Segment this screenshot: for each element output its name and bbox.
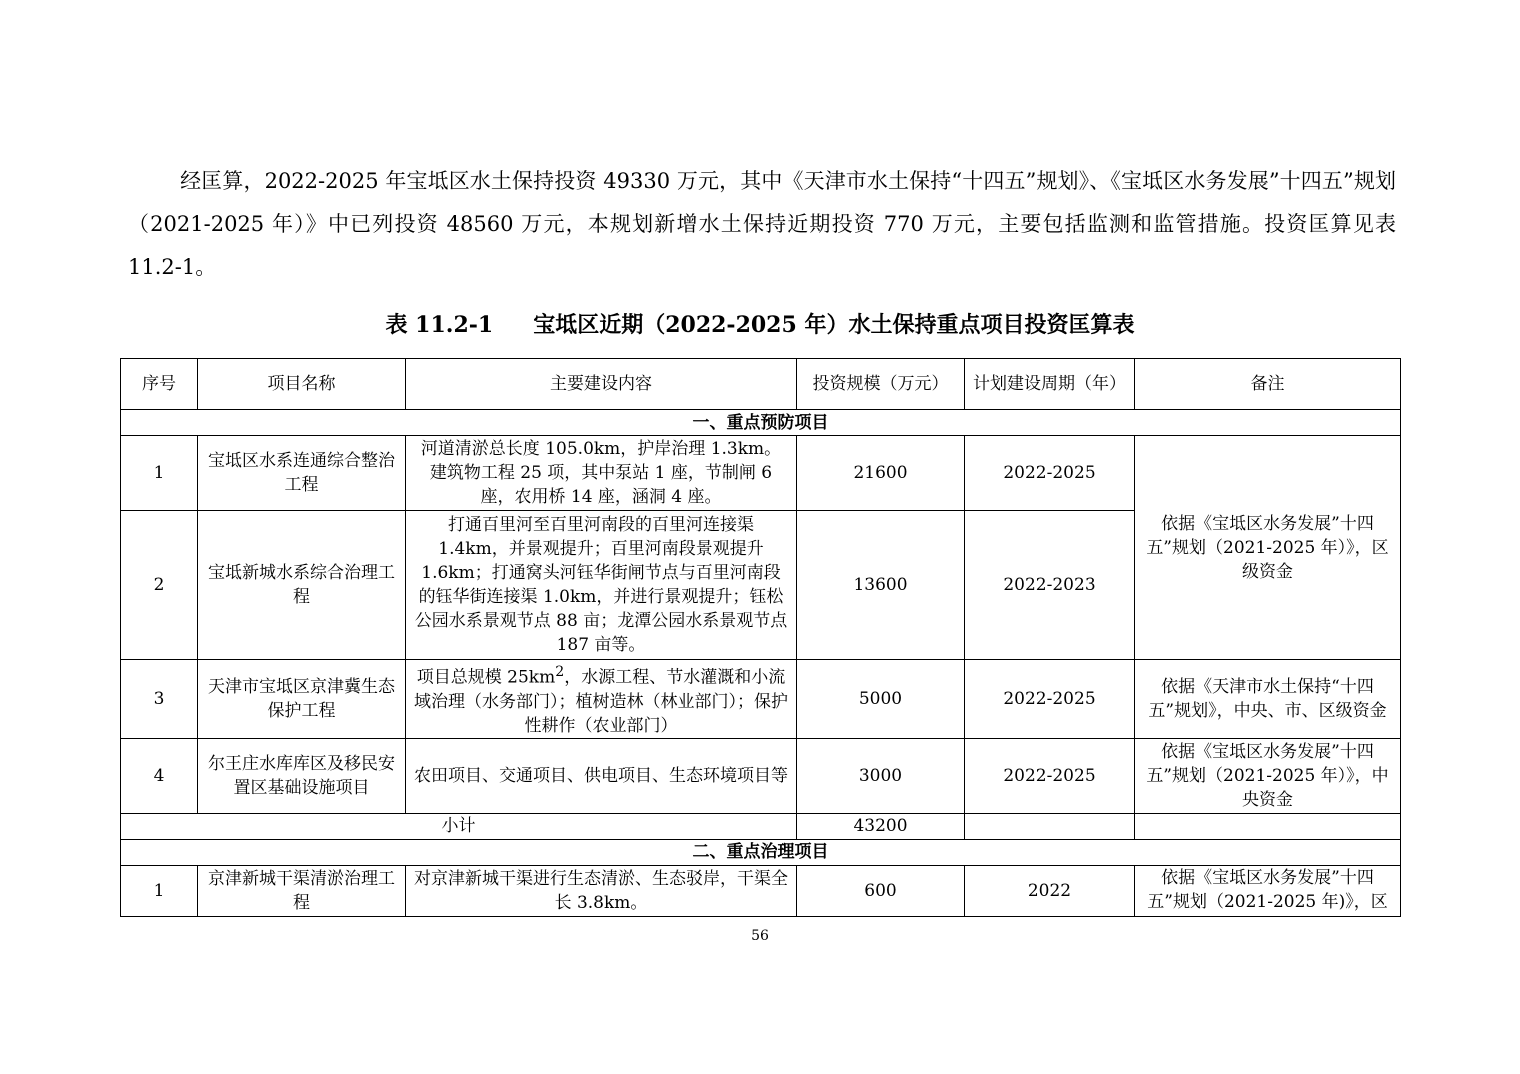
cell-content: 农田项目、交通项目、供电项目、生态环境项目等 xyxy=(406,738,797,813)
table-row xyxy=(121,436,1401,511)
cell-content-post: ，水源工程、节水灌溉和小流域治理（水务部门）；植树造林（林业部门）；保护性耕作（农业部门） xyxy=(414,667,788,736)
section-row xyxy=(121,410,1401,436)
table-number: 表 11.2-1 xyxy=(385,312,494,338)
page-number: 56 xyxy=(751,928,769,944)
header-scale: 投资规模（万元） xyxy=(797,359,965,410)
cell-note-merged: 依据《宝坻区水务发展”十四五”规划（2021-2025 年）》，区级资金 xyxy=(1135,436,1401,660)
cell-period: 2022-2025 xyxy=(965,738,1135,813)
section-row xyxy=(121,839,1401,865)
cell-note: 依据《宝坻区水务发展”十四五”规划（2021-2025 年）》，中央资金 xyxy=(1135,738,1401,813)
cell-note: 依据《天津市水土保持“十四五”规划》，中央、市、区级资金 xyxy=(1135,660,1401,739)
header-content: 主要建设内容 xyxy=(406,359,797,410)
cell-content xyxy=(406,660,797,739)
cell-content: 对京津新城干渠进行生态清淤、生态驳岸，干渠全长 3.8km。 xyxy=(406,865,797,916)
section-title-2: 二、重点治理项目 xyxy=(121,839,1401,865)
cell-seq: 1 xyxy=(121,436,198,511)
cell-name: 宝坻新城水系综合治理工程 xyxy=(198,511,406,660)
cell-name: 京津新城干渠清淤治理工程 xyxy=(198,865,406,916)
intro-text: 经匡算，2022-2025 年宝坻区水土保持投资 49330 万元，其中《天津市水土保持“十四五”规划》、《宝坻区水务发展”十四五”规划（2021-2025 年）》中已列投资 48560 万元，本规划新增水土保持近期投资 770 万元，主要包括监测和监管措施。投资匡算见表 11.2-1。 xyxy=(128,169,1396,279)
cell-scale: 600 xyxy=(797,865,965,916)
table-header-row xyxy=(121,359,1401,410)
cell-content-sup: 2 xyxy=(555,664,565,680)
cell-seq: 4 xyxy=(121,738,198,813)
cell-content: 打通百里河至百里河南段的百里河连接渠 1.4km，并景观提升；百里河南段景观提升 1.6km；打通窝头河钰华街闸节点与百里河南段的钰华街连接渠 1.0km，并进行景观提升；钰松公园水系景观节点 88 亩；龙潭公园水系景观节点 187 亩等。 xyxy=(406,511,797,660)
header-seq: 序号 xyxy=(121,359,198,410)
cell-scale: 13600 xyxy=(797,511,965,660)
cell-period: 2022-2025 xyxy=(965,436,1135,511)
subtotal-empty-note xyxy=(1135,813,1401,839)
cell-content-pre: 项目总规模 25km xyxy=(416,667,556,688)
cell-name: 天津市宝坻区京津冀生态保护工程 xyxy=(198,660,406,739)
cell-note: 依据《宝坻区水务发展”十四五”规划（2021-2025 年)》，区 xyxy=(1135,865,1401,916)
investment-table xyxy=(120,358,1401,917)
table-row xyxy=(121,865,1401,916)
subtotal-empty-period xyxy=(965,813,1135,839)
cell-seq: 3 xyxy=(121,660,198,739)
cell-content: 河道清淤总长度 105.0km，护岸治理 1.3km。建筑物工程 25 项，其中泵站 1 座，节制闸 6 座，农用桥 14 座，涵洞 4 座。 xyxy=(406,436,797,511)
table-title: 宝坻区近期（2022-2025 年）水土保持重点项目投资匡算表 xyxy=(533,312,1135,338)
table-row xyxy=(121,738,1401,813)
cell-period: 2022 xyxy=(965,865,1135,916)
header-period: 计划建设周期（年） xyxy=(965,359,1135,410)
subtotal-label: 小计 xyxy=(121,813,797,839)
table-caption xyxy=(0,308,1520,339)
header-note: 备注 xyxy=(1135,359,1401,410)
intro-paragraph xyxy=(128,160,1396,289)
cell-name: 尔王庄水库库区及移民安置区基础设施项目 xyxy=(198,738,406,813)
subtotal-value: 43200 xyxy=(797,813,965,839)
section-title-1: 一、重点预防项目 xyxy=(121,410,1401,436)
cell-scale: 5000 xyxy=(797,660,965,739)
cell-scale: 21600 xyxy=(797,436,965,511)
subtotal-row xyxy=(121,813,1401,839)
cell-seq: 2 xyxy=(121,511,198,660)
cell-period: 2022-2025 xyxy=(965,660,1135,739)
header-name: 项目名称 xyxy=(198,359,406,410)
cell-period: 2022-2023 xyxy=(965,511,1135,660)
table-row xyxy=(121,660,1401,739)
cell-name: 宝坻区水系连通综合整治工程 xyxy=(198,436,406,511)
cell-scale: 3000 xyxy=(797,738,965,813)
cell-seq: 1 xyxy=(121,865,198,916)
